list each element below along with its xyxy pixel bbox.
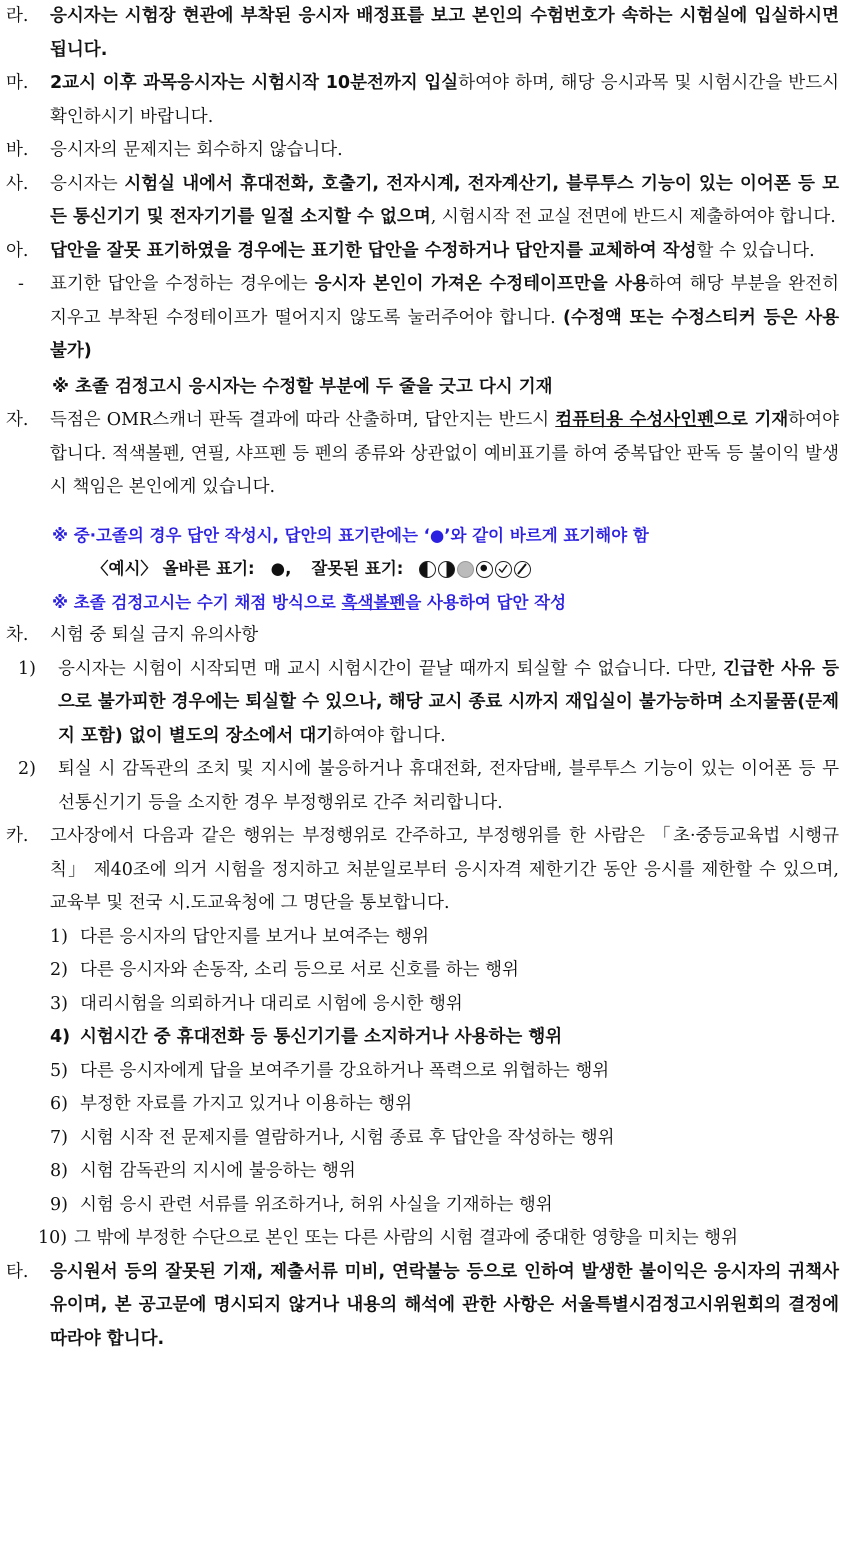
list-item: [6, 1088, 839, 1122]
item-marker: 사.: [6, 173, 29, 194]
list-item: [6, 921, 839, 955]
list-marker: 9): [50, 1194, 68, 1215]
item-ta: [6, 1256, 839, 1357]
example-wrong-label: 잘못된 표기:: [311, 559, 404, 578]
item-text-underline: 컴퓨터용 수성사인펜: [555, 410, 715, 430]
item-text: , 시험시작 전 교실 전면에 반드시 제출하여야 합니다.: [430, 207, 836, 227]
item-marker: 마.: [6, 73, 29, 93]
list-marker: 6): [50, 1094, 68, 1114]
item-marker: 1): [18, 658, 36, 679]
list-item: [6, 1055, 839, 1089]
example-correct: ●,: [270, 559, 292, 578]
item-sa: [6, 168, 839, 235]
item-text: 하여야 합니다. 적색볼펜, 연필, 샤프펜 등 펜의 종류와 상관없이 예비표기를 하여 중복답안 판독 등 불이익 발생 시 책임은 본인에게 있습니다.: [50, 410, 839, 497]
item-text: 응시자는 시험장 현관에 부착된 응시자 배정표를 보고 본인의 수험번호가 속하는 시험실에 입실하시면 됩니다.: [50, 6, 839, 60]
partial-mark-icon: [476, 561, 493, 578]
list-text: 시험 응시 관련 서류를 위조하거나, 허위 사실을 기재하는 행위: [80, 1194, 553, 1215]
check-mark-icon: [495, 561, 512, 578]
item-marker: 타.: [6, 1261, 29, 1282]
item-cha-2: [6, 753, 839, 820]
item-text: 고사장에서 다음과 같은 행위는 부정행위로 간주하고, 부정행위를 한 사람은 「초·중등교육법 시행규칙」 제40조에 의거 시험을 정지하고 처분일로부터 응시자격 제한기간 동안 응시를 제한할 수 있으며, 교육부 및 전국 시.도교육청에 그 명단을 통보합니다.: [50, 826, 839, 913]
item-marker: 2): [18, 759, 36, 779]
item-marker: 차.: [6, 625, 29, 645]
blue-note-text: 을 사용하여 답안 작성: [405, 592, 567, 612]
item-text: 할 수 있습니다.: [696, 240, 815, 261]
blue-note-marking: ※ 중·고졸의 경우 답안 작성시, 답안의 표기란에는 ‘●’와 같이 바르게 표기해야 함: [52, 525, 649, 545]
list-marker: 2): [50, 960, 68, 980]
item-text-bold: 답안을 잘못 표기하였을 경우에는 표기한 답안을 수정하거나 답안지를 교체하여 작성: [50, 240, 697, 261]
item-text-bold: 으로 기재: [714, 410, 789, 430]
half-right-mark-icon: [438, 561, 455, 578]
list-text: 시험 감독관의 지시에 불응하는 행위: [80, 1161, 356, 1181]
item-marker: 바.: [6, 140, 29, 160]
list-marker: 5): [50, 1060, 68, 1081]
item-text: 시험 중 퇴실 금지 유의사항: [50, 625, 259, 645]
blue-note-elementary: [6, 586, 839, 620]
wrong-mark-icons: [419, 552, 533, 586]
item-ja: [6, 404, 839, 505]
list-marker: 8): [50, 1161, 68, 1181]
item-ma: [6, 67, 839, 134]
list-item: [6, 1021, 839, 1055]
item-text-bold: 긴급한 사유 등으로 불가피한 경우에는 퇴실할 수 있으나, 해당 교시 종료 시까지 재입실이 불가능하며 소지물품(문제지 포함) 없이 별도의 장소에서 대기: [58, 658, 839, 746]
item-ba: [6, 134, 839, 168]
example-label: 〈예시〉 올바른 표기:: [92, 559, 255, 578]
item-text-bold: (수정액 또는 수정스티커 등은 사용 불가): [50, 307, 839, 361]
blue-note-underline: 흑색볼펜: [341, 592, 406, 612]
list-marker: 3): [50, 993, 68, 1014]
marking-examples: [6, 552, 839, 586]
item-text-bold: 응시자 본인이 가져온 수정테이프만을 사용: [314, 274, 649, 294]
item-text: 하여 해당 부분을 완전히 지우고 부착된 수정테이프가 떨어지지 않도록 눌러주어야 합니다.: [50, 274, 839, 328]
item-text: 응시자는: [50, 173, 125, 194]
list-text: 그 밖에 부정한 수단으로 본인 또는 다른 사람의 시험 결과에 중대한 영향을 미치는 행위: [74, 1228, 738, 1248]
item-a-sub: [6, 268, 839, 369]
item-cha: [6, 619, 839, 653]
item-text-bold: 2교시 이후 과목응시자는 시험시작 10분전까지 입실: [50, 73, 459, 93]
list-text: 부정한 자료를 가지고 있거나 이용하는 행위: [80, 1094, 413, 1114]
half-left-mark-icon: [419, 561, 436, 578]
item-marker: 카.: [6, 826, 29, 846]
item-text: 응시원서 등의 잘못된 기재, 제출서류 미비, 연락불능 등으로 인하여 발생한 불이익은 응시자의 귀책사유이며, 본 공고문에 명시되지 않거나 내용의 해석에 관한 사항은 서울특별시검정고시위원회의 결정에 따라야 합니다.: [50, 1261, 839, 1349]
list-marker: 7): [50, 1127, 68, 1148]
item-text: 득점은 OMR스캐너 판독 결과에 따라 산출하며, 답안지는 반드시: [50, 410, 556, 430]
list-item: [6, 1189, 839, 1223]
item-text: 하여야 합니다.: [333, 725, 446, 746]
list-item: [6, 1155, 839, 1189]
item-ra: [6, 0, 839, 67]
item-text: 응시자의 문제지는 회수하지 않습니다.: [50, 140, 343, 160]
list-marker: 1): [50, 926, 68, 947]
item-text: 표기한 답안을 수정하는 경우에는: [50, 274, 315, 294]
list-text: 시험 시작 전 문제지를 열람하거나, 시험 종료 후 답안을 작성하는 행위: [80, 1127, 615, 1148]
list-text: 다른 응시자의 답안지를 보거나 보여주는 행위: [80, 926, 430, 947]
item-text-bold: 시험실 내에서 휴대전화, 호출기, 전자시계, 전자계산기, 블루투스 기능이 있는 이어폰 등 모든 통신기기 및 전자기기를 일절 소지할 수 없으며: [50, 173, 840, 227]
item-marker: 자.: [6, 410, 29, 430]
note-elementary: ※ 초졸 검정고시 응시자는 수정할 부분에 두 줄을 긋고 다시 기재: [52, 376, 553, 397]
slash-mark-icon: [514, 561, 531, 578]
item-marker: 아.: [6, 240, 29, 261]
item-ka: [6, 820, 839, 921]
list-text: 다른 응시자에게 답을 보여주기를 강요하거나 폭력으로 위협하는 행위: [80, 1060, 610, 1081]
item-marker: 라.: [6, 6, 29, 26]
item-cha-1: [6, 653, 839, 754]
list-text: 시험시간 중 휴대전화 등 통신기기를 소지하거나 사용하는 행위: [80, 1027, 563, 1047]
list-text: 대리시험을 의뢰하거나 대리로 시험에 응시한 행위: [80, 993, 463, 1014]
list-item: [6, 1222, 839, 1256]
item-text: 하여야 하며, 해당 응시과목 및 시험시간을 반드시 확인하시기 바랍니다.: [50, 73, 839, 127]
list-marker: 4): [50, 1027, 71, 1047]
blue-note-text: ※ 초졸 검정고시는 수기 채점 방식으로: [52, 592, 342, 612]
gray-mark-icon: [457, 561, 474, 578]
item-marker: -: [18, 274, 24, 294]
list-item: [6, 988, 839, 1022]
list-item: [6, 1122, 839, 1156]
list-text: 다른 응시자와 손동작, 소리 등으로 서로 신호를 하는 행위: [80, 960, 519, 980]
item-text: 응시자는 시험이 시작되면 매 교시 시험시간이 끝날 때까지 퇴실할 수 없습니다. 다만,: [58, 658, 724, 679]
item-text: 퇴실 시 감독관의 조치 및 지시에 불응하거나 휴대전화, 전자담배, 블루투스 기능이 있는 이어폰 등 무선통신기기 등을 소지한 경우 부정행위로 간주 처리합니다.: [58, 759, 839, 813]
item-a: [6, 235, 839, 269]
list-item: [6, 954, 839, 988]
list-marker: 10): [38, 1228, 68, 1248]
